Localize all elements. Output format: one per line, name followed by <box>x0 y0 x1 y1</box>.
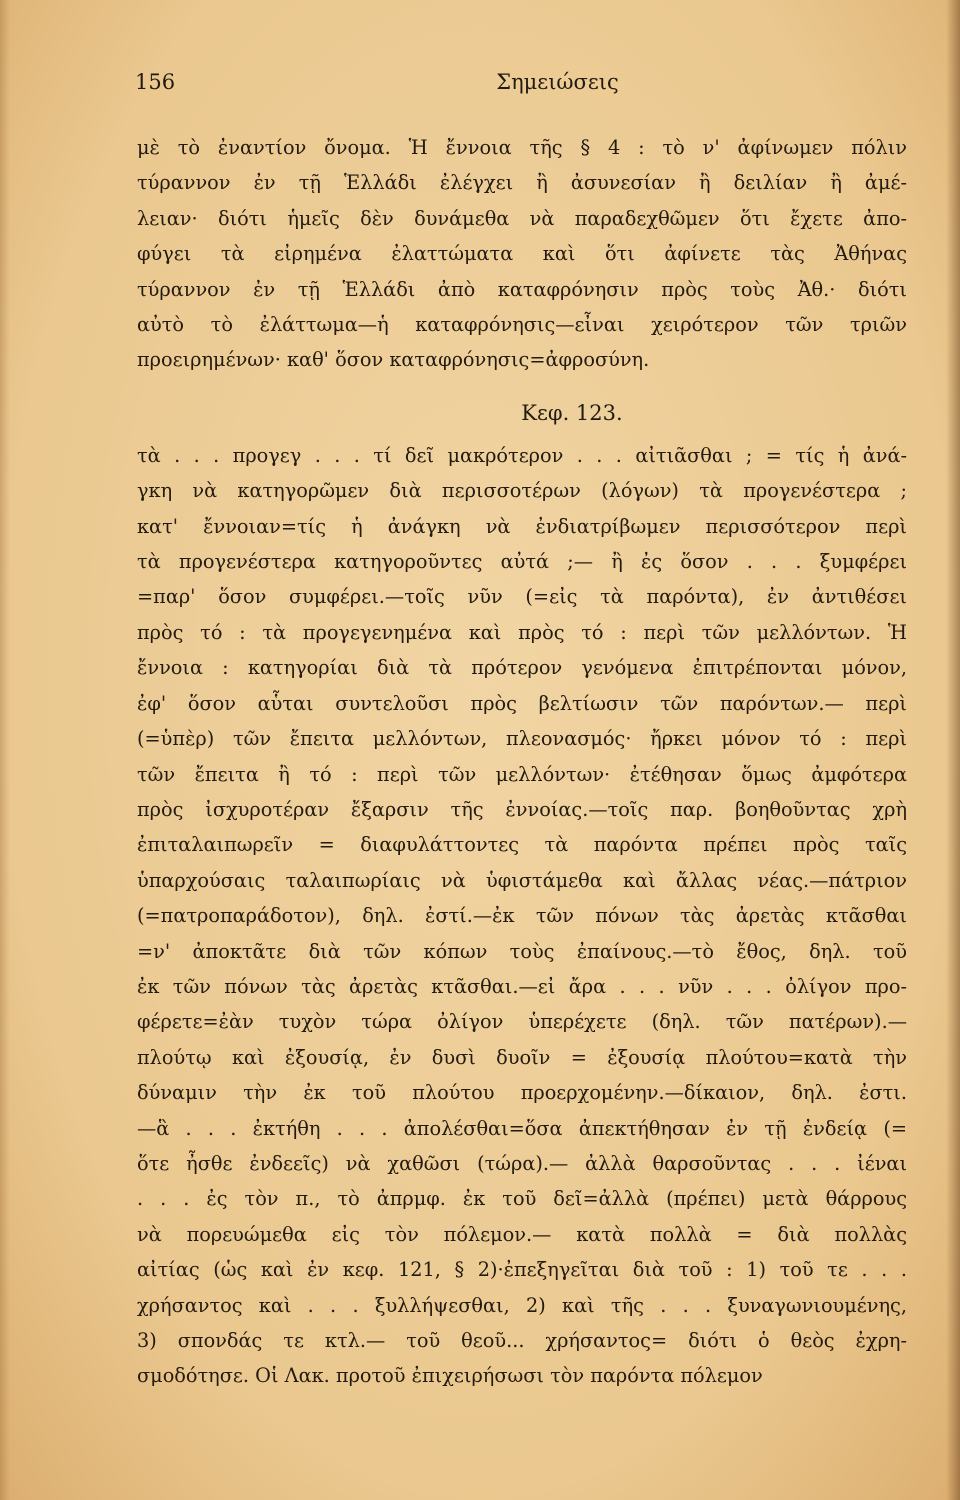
text-line: σμοδότησε. Οἱ Λακ. προτοῦ ἐπιχειρήσωσι τὸν παρόντα πόλεμον <box>137 1364 763 1388</box>
text-line: . . . ἐς τὸν π., τὸ ἀπρμφ. ἐκ τοῦ δεῖ=ἀλλὰ (πρέπει) μετὰ θάρρους <box>137 1187 907 1211</box>
text-line: ἐπιταλαιπωρεῖν = διαφυλάττοντες τὰ παρόντα πρέπει πρὸς ταῖς <box>137 833 907 857</box>
text-line: —ἃ . . . ἐκτήθη . . . ἀπολέσθαι=ὅσα ἀπεκτήθησαν ἐν τῇ ἐνδείᾳ (= <box>137 1116 907 1140</box>
page-header <box>135 70 920 104</box>
page-edge-shadow-right <box>946 0 960 1500</box>
text-line: τὰ προγενέστερα κατηγοροῦντες αὐτά ;— ἢ ἐς ὅσον . . . ξυμφέρει <box>137 550 907 574</box>
text-line: γκη νὰ κατηγορῶμεν διὰ περισσοτέρων (λόγων) τὰ προγενέστερα ; <box>137 479 907 503</box>
body-text <box>137 130 907 1394</box>
text-line: κατ' ἔννοιαν=τίς ἡ ἀνάγκη νὰ ἐνδιατρίβωμεν περισσότερον περὶ <box>137 514 907 538</box>
text-line: δύναμιν τὴν ἐκ τοῦ πλούτου προερχομένην.—δίκαιον, δηλ. ἐστι. <box>137 1081 907 1105</box>
text-line: ἐκ τῶν πόνων τὰς ἀρετὰς κτᾶσθαι.—εἰ ἄρα . . . νῦν . . . ὀλίγον προ- <box>137 974 907 998</box>
text-line: τὰ . . . προγεγ . . . τί δεῖ μακρότερον . . . αἰτιᾶσθαι ; = τίς ἡ ἀνά- <box>137 443 907 467</box>
text-line: τύραννον ἐν τῇ Ἑλλάδι ἐλέγχει ἢ ἀσυνεσίαν ἢ δειλίαν ἢ ἀμέ- <box>137 171 907 195</box>
text-line: ἔννοια : κατηγορίαι διὰ τὰ πρότερον γενόμενα ἐπιτρέπονται μόνον, <box>137 656 907 680</box>
text-line: πρὸς ἰσχυροτέραν ἔξαρσιν τῆς ἐννοίας.—τοῖς παρ. βοηθοῦντας χρὴ <box>137 797 907 821</box>
page-number: 156 <box>135 70 176 94</box>
text-line: προειρημένων· καθ' ὅσον καταφρόνησις=ἀφροσύνη. <box>137 348 650 372</box>
text-line: πλούτῳ καὶ ἐξουσίᾳ, ἐν δυσὶ δυοῖν = ἐξουσίᾳ πλούτου=κατὰ τὴν <box>137 1045 907 1069</box>
text-line: ὅτε ἦσθε ἐνδεεῖς) νὰ χαθῶσι (τώρα).— ἀλλὰ θαρσοῦντας . . . ἰέναι <box>137 1151 907 1175</box>
page-edge-shadow-left <box>0 0 10 1500</box>
text-line: (=πατροπαράδοτον), δηλ. ἐστί.—ἐκ τῶν πόνων τὰς ἀρετὰς κτᾶσθαι <box>137 904 907 928</box>
text-line: 3) σπονδάς τε κτλ.— τοῦ θεοῦ... χρήσαντος= διότι ὁ θεὸς ἐχρη- <box>137 1329 907 1352</box>
text-line: αὐτὸ τὸ ἐλάττωμα—ἡ καταφρόνησις—εἶναι χειρότερον τῶν τριῶν <box>137 313 907 337</box>
text-line: νὰ πορευώμεθα εἰς τὸν πόλεμον.— κατὰ πολλὰ = διὰ πολλὰς <box>137 1222 907 1246</box>
text-line: χρήσαντος καὶ . . . ξυλλήψεσθαι, 2) καὶ τῆς . . . ξυναγωνιουμένης, <box>137 1293 907 1317</box>
text-line: φύγει τὰ εἰρημένα ἐλαττώματα καὶ ὅτι ἀφίνετε τὰς Ἀθήνας <box>137 242 907 266</box>
text-line: μὲ τὸ ἐναντίον ὄνομα. Ἡ ἔννοια τῆς § 4 : τὸ ν' ἀφίνωμεν πόλιν <box>137 136 907 159</box>
paragraph-chapter-notes <box>137 438 907 1394</box>
text-line: ὑπαρχούσαις ταλαιπωρίαις νὰ ὑφιστάμεθα καὶ ἄλλας νέας.—πάτριον <box>137 868 907 892</box>
text-line: τῶν ἔπειτα ἢ τό : περὶ τῶν μελλόντων· ἐτέθησαν ὅμως ἀμφότερα <box>137 762 907 786</box>
text-line: ἐφ' ὅσον αὗται συντελοῦσι πρὸς βελτίωσιν τῶν παρόντων.— περὶ <box>137 691 907 715</box>
paragraph-notes-intro <box>137 130 907 378</box>
text-line: λειαν· διότι ἡμεῖς δὲν δυνάμεθα νὰ παραδεχθῶμεν ὅτι ἔχετε ἀπο- <box>137 206 907 230</box>
text-line: =ν' ἀποκτᾶτε διὰ τῶν κόπων τοὺς ἐπαίνους.—τὸ ἔθος, δηλ. τοῦ <box>137 939 907 963</box>
text-line: τύραννον ἐν τῇ Ἑλλάδι ἀπὸ καταφρόνησιν πρὸς τοὺς Ἀθ.· διότι <box>137 277 907 301</box>
text-line: (=ὑπὲρ) τῶν ἔπειτα μελλόντων, πλεονασμός· ἤρκει μόνον τό : περὶ <box>137 727 907 751</box>
text-line: =παρ' ὅσον συμφέρει.—τοῖς νῦν (=εἰς τὰ παρόντα), ἐν ἀντιθέσει <box>137 585 907 609</box>
text-line: φέρετε=ἐὰν τυχὸν τώρα ὀλίγον ὑπερέχετε (δηλ. τῶν πατέρων).— <box>137 1010 907 1034</box>
text-line: πρὸς τό : τὰ προγεγενημένα καὶ πρὸς τό : περὶ τῶν μελλόντων. Ἡ <box>137 620 907 644</box>
running-title: Σημειώσεις <box>496 70 619 94</box>
chapter-heading: Κεφ. 123. <box>521 400 623 425</box>
text-line: αἰτίας (ὡς καὶ ἐν κεφ. 121, § 2)·ἐπεξηγεῖται διὰ τοῦ : 1) τοῦ τε . . . <box>137 1258 907 1282</box>
